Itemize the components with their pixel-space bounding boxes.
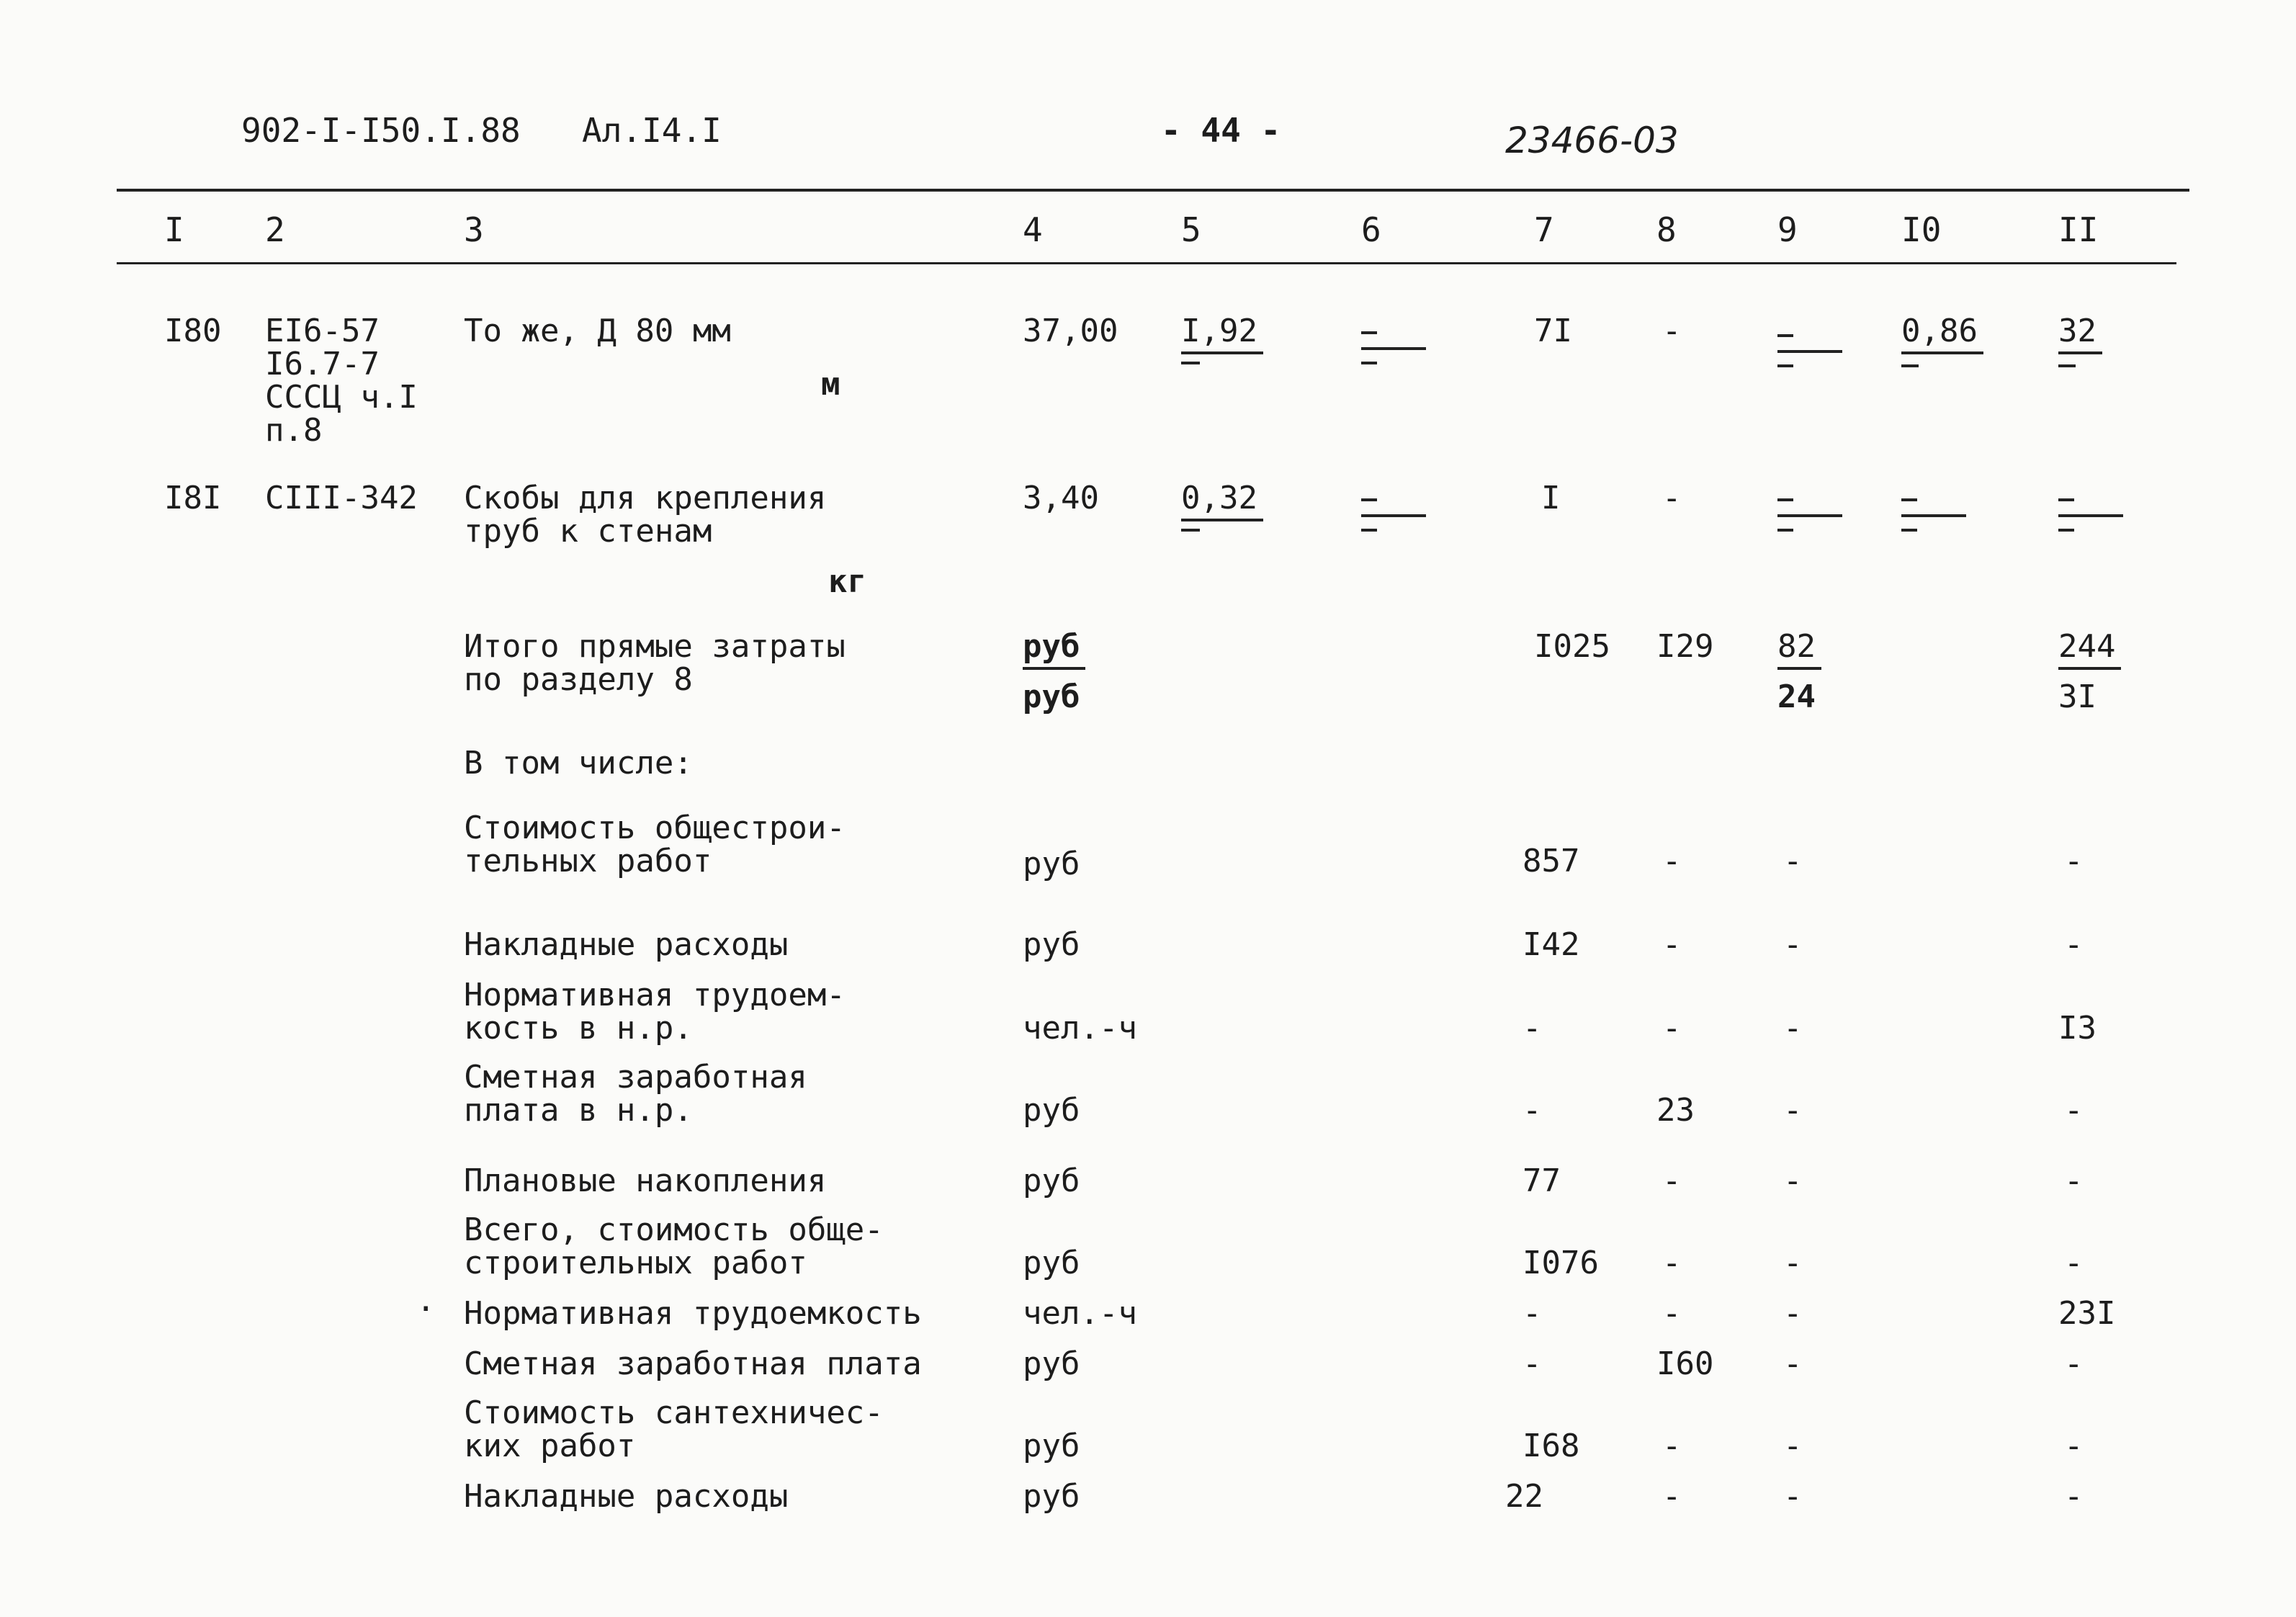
cell-col9-top bbox=[1777, 628, 1816, 665]
unit-of-measure: руб bbox=[1023, 1092, 1080, 1129]
margin-dot: · bbox=[416, 1291, 436, 1327]
cell-col8: - bbox=[1662, 480, 1682, 516]
cell-col11: - bbox=[2064, 926, 2084, 963]
unit-of-measure: м bbox=[821, 366, 840, 403]
cell-col7: I68 bbox=[1523, 1428, 1580, 1464]
code-line: EI6-57 bbox=[265, 313, 380, 349]
cell-col7: - bbox=[1523, 1295, 1542, 1332]
row-number: I8I bbox=[164, 480, 222, 516]
cell-col7: I025 bbox=[1534, 628, 1610, 665]
unit-of-measure: руб bbox=[1023, 1478, 1080, 1515]
cell-col11: - bbox=[2064, 1092, 2084, 1129]
column-header-2: 2 bbox=[265, 210, 285, 249]
cell-col9: - bbox=[1783, 1010, 1803, 1047]
cell-col8: - bbox=[1662, 313, 1682, 349]
cell-col11-top bbox=[2058, 628, 2116, 665]
cell-col5 bbox=[1181, 315, 1257, 347]
column-header-10: I0 bbox=[1901, 210, 1942, 249]
cell-col8: 23 bbox=[1656, 1092, 1695, 1129]
cell-col7: I076 bbox=[1523, 1245, 1599, 1281]
cell-col9: - bbox=[1783, 1345, 1803, 1382]
code-line: I6.7-7 bbox=[265, 346, 380, 382]
row-description: по разделу 8 bbox=[464, 661, 693, 698]
cell-col10-value: 0,86 bbox=[1901, 313, 1978, 349]
cell-col5-value: I,92 bbox=[1181, 313, 1257, 349]
unit-of-measure: руб bbox=[1023, 846, 1080, 882]
cell-col8: - bbox=[1662, 1163, 1682, 1199]
cell-col5-value: 0,32 bbox=[1181, 480, 1257, 516]
unit-of-measure: руб bbox=[1023, 926, 1080, 963]
row-description: То же, Д 80 мм bbox=[464, 313, 731, 349]
cell-col11-value: 32 bbox=[2058, 313, 2097, 349]
unit-bottom: руб bbox=[1023, 678, 1080, 715]
cell-col8: - bbox=[1662, 843, 1682, 879]
cell-col8: - bbox=[1662, 1295, 1682, 1332]
cell-col9-bottom: 24 bbox=[1777, 678, 1816, 715]
cell-col7: - bbox=[1523, 1010, 1542, 1047]
row-number: I80 bbox=[164, 313, 222, 349]
cell-col7: - bbox=[1523, 1345, 1542, 1382]
row-description: Плановые накопления bbox=[464, 1163, 827, 1199]
row-description: Стоимость общестрои- bbox=[464, 810, 846, 846]
column-header-3: 3 bbox=[464, 210, 484, 249]
cell-col7: 857 bbox=[1523, 843, 1580, 879]
cell-col8: - bbox=[1662, 1245, 1682, 1281]
unit-of-measure: руб bbox=[1023, 1163, 1080, 1199]
cell-col9: - bbox=[1783, 1428, 1803, 1464]
sheet-number: Ал.I4.I bbox=[582, 111, 722, 150]
cell-col9: - bbox=[1783, 1245, 1803, 1281]
cell-col8: I60 bbox=[1656, 1345, 1714, 1382]
row-description: Сметная заработная плата bbox=[464, 1345, 922, 1382]
cell-col7: I42 bbox=[1523, 926, 1580, 963]
row-description: труб к стенам bbox=[464, 513, 712, 550]
inventory-number: 23466-03 bbox=[1505, 120, 1679, 161]
column-header-1: I bbox=[164, 210, 184, 249]
unit-of-measure: руб bbox=[1023, 1428, 1080, 1464]
row-description: кость в н.р. bbox=[464, 1010, 693, 1047]
unit-top bbox=[1023, 628, 1080, 665]
table-header-rule bbox=[117, 262, 2176, 264]
cell-col9: - bbox=[1783, 1295, 1803, 1332]
cell-col11: - bbox=[2064, 1478, 2084, 1515]
column-header-4: 4 bbox=[1023, 210, 1043, 249]
cell-col11: - bbox=[2064, 1245, 2084, 1281]
cell-col7: 22 bbox=[1505, 1478, 1543, 1515]
cell-col4: 3,40 bbox=[1023, 480, 1099, 516]
cell-col11: - bbox=[2064, 1345, 2084, 1382]
code-line: СССЦ ч.I bbox=[265, 379, 418, 416]
unit-of-measure: чел.-ч bbox=[1023, 1295, 1137, 1332]
row-description: Накладные расходы bbox=[464, 926, 789, 963]
cell-col4: 37,00 bbox=[1023, 313, 1118, 349]
cell-col11: - bbox=[2064, 1163, 2084, 1199]
row-description: Нормативная трудоемкость bbox=[464, 1295, 922, 1332]
row-description: Всего, стоимость обще- bbox=[464, 1211, 884, 1248]
row-description: Накладные расходы bbox=[464, 1478, 789, 1515]
column-header-5: 5 bbox=[1181, 210, 1201, 249]
column-header-9: 9 bbox=[1777, 210, 1798, 249]
cell-col9: - bbox=[1783, 1092, 1803, 1129]
cell-col9: - bbox=[1783, 843, 1803, 879]
unit-top-value: руб bbox=[1023, 628, 1080, 665]
column-header-8: 8 bbox=[1656, 210, 1677, 249]
row-description: Нормативная трудоем- bbox=[464, 977, 846, 1013]
row-description: Скобы для крепления bbox=[464, 480, 827, 516]
document-code: 902-I-I50.I.88 bbox=[241, 111, 521, 150]
page-number: - 44 - bbox=[1161, 111, 1281, 150]
cell-col9: - bbox=[1783, 926, 1803, 963]
row-description: строительных работ bbox=[464, 1245, 807, 1281]
cell-col8: - bbox=[1662, 926, 1682, 963]
row-description: ких работ bbox=[464, 1428, 636, 1464]
cell-col11-bottom: 3I bbox=[2058, 678, 2097, 715]
cell-col11: - bbox=[2064, 843, 2084, 879]
cell-col11: I3 bbox=[2058, 1010, 2097, 1047]
cell-col10 bbox=[1901, 315, 1978, 347]
cell-col9: - bbox=[1783, 1478, 1803, 1515]
column-header-7: 7 bbox=[1534, 210, 1554, 249]
cell-col11-top-value: 244 bbox=[2058, 628, 2116, 665]
column-header-11: II bbox=[2058, 210, 2099, 249]
cell-col11: 23I bbox=[2058, 1295, 2116, 1332]
cell-col9-top-value: 82 bbox=[1777, 628, 1816, 665]
cell-col7: I bbox=[1541, 480, 1561, 516]
unit-of-measure: чел.-ч bbox=[1023, 1010, 1137, 1047]
cell-col7: - bbox=[1523, 1092, 1542, 1129]
row-description: тельных работ bbox=[464, 843, 712, 879]
unit-of-measure: руб bbox=[1023, 1345, 1080, 1382]
cell-col8: - bbox=[1662, 1428, 1682, 1464]
row-description: Стоимость сантехничес- bbox=[464, 1394, 884, 1431]
cell-col11: - bbox=[2064, 1428, 2084, 1464]
unit-of-measure: кг bbox=[828, 563, 866, 600]
column-header-6: 6 bbox=[1361, 210, 1381, 249]
table-top-rule bbox=[117, 189, 2189, 192]
row-description: Итого прямые затраты bbox=[464, 628, 846, 665]
row-description: плата в н.р. bbox=[464, 1092, 693, 1129]
cell-col8: I29 bbox=[1656, 628, 1714, 665]
code-line: п.8 bbox=[265, 412, 323, 449]
cell-col7: 7I bbox=[1534, 313, 1572, 349]
cell-col7: 77 bbox=[1523, 1163, 1561, 1199]
cell-col8: - bbox=[1662, 1010, 1682, 1047]
unit-of-measure: руб bbox=[1023, 1245, 1080, 1281]
cell-col9: - bbox=[1783, 1163, 1803, 1199]
row-description: Сметная заработная bbox=[464, 1059, 807, 1096]
cell-col11 bbox=[2058, 315, 2097, 347]
section-including-label: В том числе: bbox=[464, 745, 693, 781]
cell-col8: - bbox=[1662, 1478, 1682, 1515]
code-line: CIII-342 bbox=[265, 480, 418, 516]
cell-col5 bbox=[1181, 480, 1257, 516]
